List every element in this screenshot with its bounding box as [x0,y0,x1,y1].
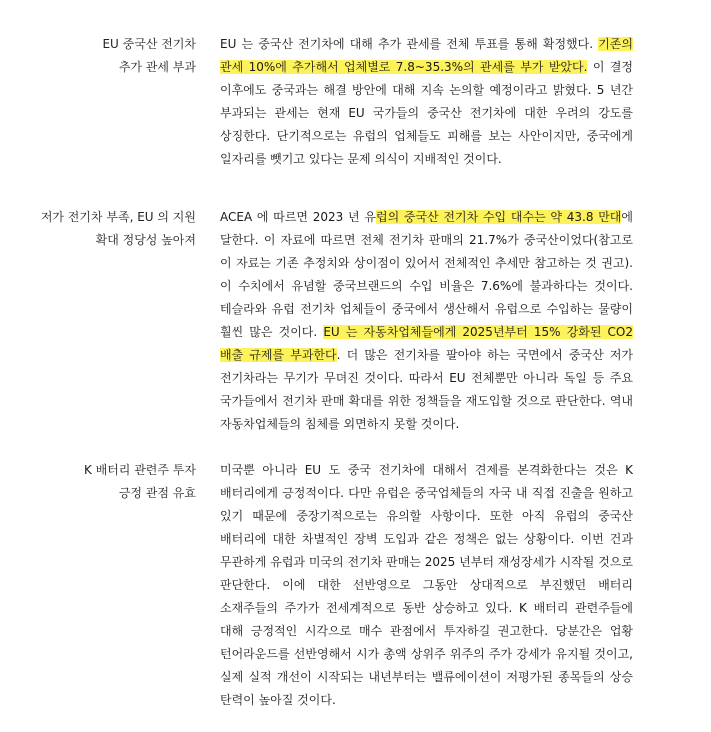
section-label-line: 저가 전기차 부족, EU 의 지원 [40,210,196,224]
highlighted-text: 럽의 중국산 전기차 수입 대수는 약 43.8 만대 [375,210,622,224]
section-label [20,459,196,505]
highlighted-text: 기존의 관세 10%에 추가해서 업체별로 7.8~35.3%의 관세를 부가 받았다. [220,37,633,74]
text-run: 이 결정 이후에도 중국과는 해결 방안에 대해 지속 논의할 예정이라고 밝혔다. 5 년간 부과되는 관세는 현재 EU 국가들의 중국산 전기차에 대한 우려의 강도를 상징한다. 단기적으로는 유럽의 업체들도 피해를 보는 사안이지만, 중국에게 일자리를 뺏기고 있다는 문제 의식이 지배적인 것이다. [220,60,634,166]
section-label [20,206,196,252]
highlighted-text: EU 는 자동차업체들에게 2025년부터 15% 강화된 CO2 배출 규제를 부과한다 [220,325,634,362]
text-run: . 더 많은 전기차를 팔아야 하는 국면에서 중국산 저가 전기차라는 무기가 무뎌진 것이다. 따라서 EU 전체뿐만 아니라 독일 등 주요 국가들에서 전기차 판매 확대를 위한 정책들을 재도입할 것으로 판단한다. 역내 자동차업체들의 침체를 외면하지 못할 것이다. [220,348,634,431]
section-label-line: 긍정 관점 유효 [118,486,196,500]
section-label-line: 확대 정당성 높아져 [95,233,196,247]
text-run: 에 달한다. 이 자료에 따르면 전체 전기차 판매의 21.7%가 중국산이었다(참고로 이 자료는 기존 추정치와 상이점이 있어서 전체적인 추세만 참고하는 것 권고). 이 수치에서 유념할 중국브랜드의 수입 비율은 7.6%에 불과하다는 것이다. 테슬라와 유럽 전기차 업체들이 중국에서 생산해서 유럽으로 수입하는 물량이 훨씬 많은 것이다. [220,210,633,339]
section-label-line: 추가 관세 부과 [118,60,196,74]
text-run: ACEA 에 따르면 2023 년 유 [220,210,376,224]
section-paragraph [220,206,633,436]
section-paragraph [220,33,633,171]
text-run: 미국뿐 아니라 EU 도 중국 전기차에 대해서 견제를 본격화한다는 것은 K 배터리에게 긍정적이다. 다만 유럽은 중국업체들의 자국 내 직접 진출을 원하고 있기 때문에 중장기적으로는 유의할 사항이다. 또한 아직 유럽의 중국산 배터리에 대한 차별적인 장벽 도입과 같은 정책은 없는 상황이다. 이번 건과 무관하게 유럽과 미국의 전기차 판매는 2025 년부터 재성장세가 시작될 것으로 판단한다. 이에 대한 선반영으로 그동안 상대적으로 부진했던 배터리 소재주들의 주가가 전세계적으로 동반 상승하고 있다. K 배터리 관련주들에 대해 긍정적인 시각으로 매수 관점에서 투자하길 권고한다. 당분간은 업황 턴어라운드를 선반영해서 시가 총액 상위주 위주의 주가 강세가 유지될 것이고, 실제 실적 개선이 시작되는 내년부터는 밸류에이션이 저평가된 종목들의 상승 탄력이 높아질 것이다. [220,463,633,707]
section-paragraph [220,459,633,712]
text-run: EU 는 중국산 전기차에 대해 추가 관세를 전체 투표를 통해 확정했다. [220,37,599,51]
section-label [20,33,196,79]
section-label-line: EU 중국산 전기차 [102,37,196,51]
section-label-line: K 배터리 관련주 투자 [83,463,196,477]
